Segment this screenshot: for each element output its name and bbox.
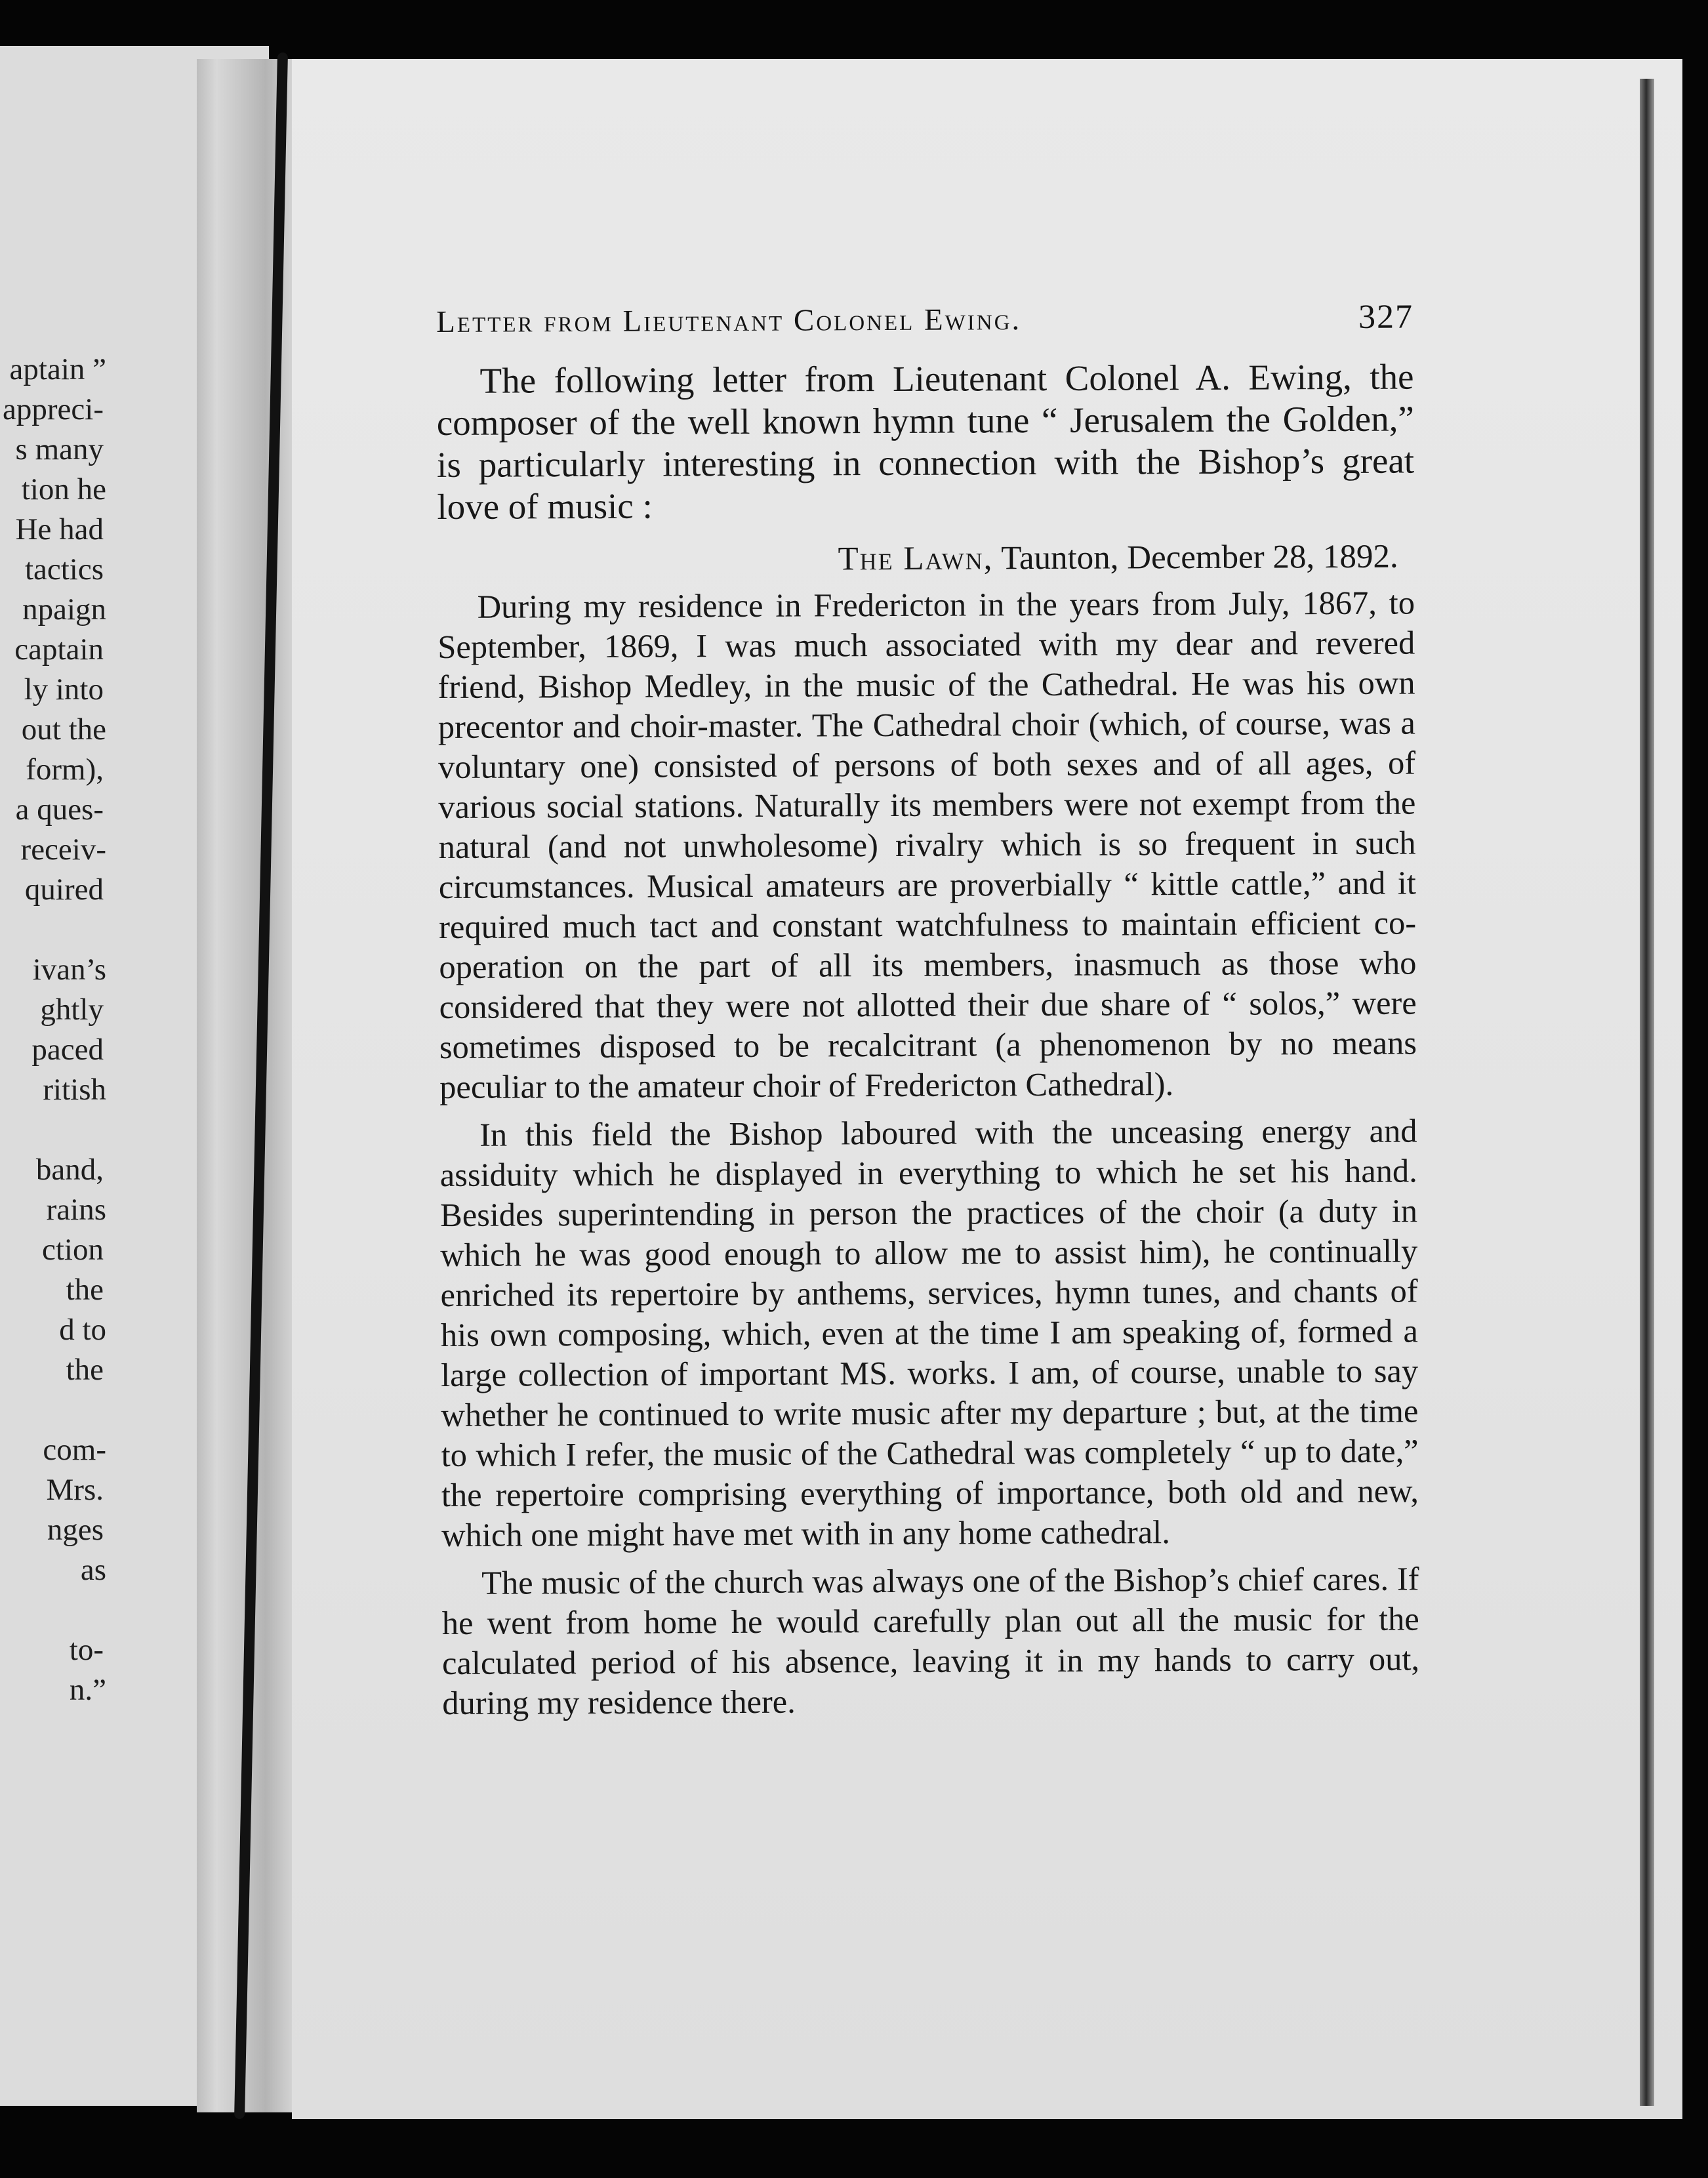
facing-page-line: paced xyxy=(31,1033,104,1067)
page-content xyxy=(436,297,1419,1723)
facing-page-line: Mrs. xyxy=(46,1473,104,1507)
page-edge xyxy=(1640,79,1654,2106)
letter-paragraph-3: The music of the church was always one of the Bishop’s chief cares. If he went from home he would carefully plan out all the music for the calculated period of his absence, leaving it in my hands to carry out, during my residence there. xyxy=(441,1560,1420,1721)
facing-page-line: ivan’s xyxy=(32,953,106,987)
facing-page-line: the xyxy=(66,1353,104,1387)
running-head: Letter from Lieutenant Colonel Ewing. xyxy=(436,302,1022,339)
facing-page-line: rains xyxy=(46,1193,106,1227)
facing-page-line: to- xyxy=(69,1633,104,1667)
facing-page-line: captain xyxy=(14,632,104,667)
facing-page-line: ction xyxy=(42,1233,104,1267)
facing-page-line: npaign xyxy=(22,592,106,627)
dateline-place-date: Taunton, December 28, 1892. xyxy=(1001,538,1398,577)
facing-page-line: d to xyxy=(59,1313,106,1347)
dateline-house: The Lawn, xyxy=(838,540,994,578)
facing-page-line: nges xyxy=(47,1513,104,1547)
letter-paragraph-2: In this field the Bishop laboured with the unceasing energy and assiduity which he displayed in everything to which he set his hand. Besides superintending in person the practices of the choir (a duty in which he was good enough to allow me to assist him), he continually enriched its repertoire by anthems, services, hymn tunes, and chants of his own composing, which, even at the time I am speaking of, formed a large collection of important MS. works. I am, of course, unable to say whether he continued to write music after my departure ; but, at the time to which I refer, the music of the Cathedral was completely “ up to date,” the repertoire comprising everything of importance, both old and new, which one might have met with in any home cathedral. xyxy=(439,1112,1419,1553)
facing-page-line: as xyxy=(80,1553,106,1587)
facing-page-line: receiv- xyxy=(20,832,106,867)
facing-page-line: s many xyxy=(15,432,104,466)
facing-page-line: ritish xyxy=(43,1073,106,1107)
facing-page-line: the xyxy=(66,1273,104,1307)
facing-page-line: quired xyxy=(24,873,104,907)
facing-page-line: appreci- xyxy=(3,392,104,426)
page-header xyxy=(436,297,1413,340)
facing-page-line: band, xyxy=(35,1153,104,1187)
intro-paragraph: The following letter from Lieutenant Colonel A. Ewing, the composer of the well known hymn tune “ Jerusalem the Golden,” is particularly interesting in connection with the Bishop’s great love of music : xyxy=(436,356,1415,527)
facing-page-line: form), xyxy=(26,752,104,787)
facing-page-line: aptain ” xyxy=(9,352,106,386)
facing-page-line: out the xyxy=(21,712,106,747)
facing-page-line: a ques- xyxy=(15,792,104,827)
letter-dateline xyxy=(437,537,1398,581)
facing-page-line: tactics xyxy=(24,552,104,586)
facing-page-line: n.” xyxy=(69,1673,106,1707)
facing-page-line: com- xyxy=(43,1433,106,1467)
page-number: 327 xyxy=(1358,298,1414,336)
facing-page-line: He had xyxy=(15,512,104,546)
facing-page-line: ghtly xyxy=(40,993,104,1027)
facing-page-line: ly into xyxy=(24,672,104,707)
facing-page-line: tion he xyxy=(21,472,106,506)
letter-paragraph-1: During my residence in Fredericton in the years from July, 1867, to September, 1869, I was much associated with my dear and revered friend, Bishop Medley, in the music of the Cathedral. He was his own precentor and choir-master. The Cathedral choir (which, of course, was a voluntary one) consisted of persons of both sexes and of all ages, of various social stations. Naturally its members were not exempt from the natural (and not unwholesome) rivalry which is so frequent in such circumstances. Musical amateurs are proverbially “ kittle cattle,” and it required much tact and constant watchfulness to maintain efficient co-operation on the part of all its members, inasmuch as those who considered that they were not allotted their due share of “ solos,” were sometimes disposed to be recalcitrant (a phenomenon by no means peculiar to the amateur choir of Fredericton Cathedral). xyxy=(437,584,1417,1105)
